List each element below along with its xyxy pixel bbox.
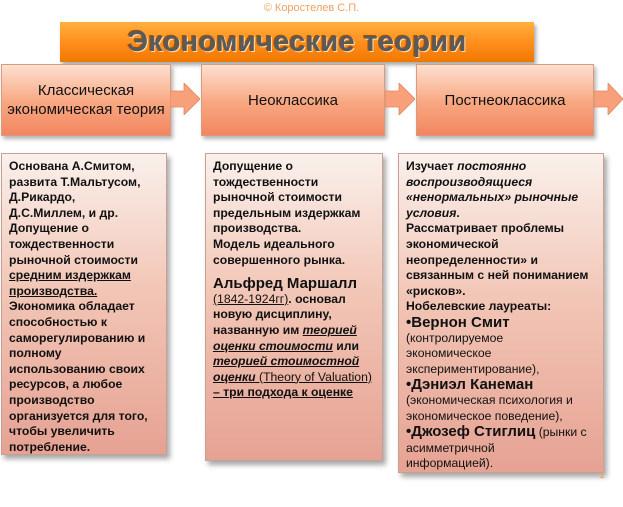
text-span: Изучает (406, 159, 458, 173)
text-span: условия (406, 205, 457, 220)
text-span: теорией (302, 322, 357, 337)
text-line: производства. (213, 221, 302, 236)
text-line: способностью к (9, 314, 107, 329)
text-line: ресурсов, а любое (9, 377, 123, 392)
header-neoclassic-label: Неоклассика (248, 91, 338, 109)
marshall-years: (1842-1924гг) (213, 291, 289, 306)
header-classic-label: Классическая экономическая теория (7, 82, 165, 118)
text-line: потребление. (9, 439, 91, 454)
text-span: . основал (288, 291, 346, 306)
postneoclassic-description (398, 153, 604, 473)
text-line: саморегулированию и (9, 330, 146, 345)
arrow-right-icon (594, 83, 623, 115)
text-line: совершенного рынка. (213, 252, 346, 267)
laureate-name: •Вернон Смит (406, 313, 510, 331)
text-line: средним издержкам (9, 268, 131, 283)
text-span: названную им (213, 322, 303, 337)
text-line: Основана А.Смитом, (9, 159, 135, 173)
header-classic (1, 64, 171, 136)
neoclassic-description (205, 153, 383, 461)
text-line: использованию своих (9, 361, 145, 376)
text-line: теорией стоимостной (213, 354, 360, 369)
text-line: связанным с ней пониманием (406, 268, 589, 283)
header-neoclassic (201, 64, 385, 136)
text-line: экономическое (406, 346, 492, 361)
copyright: © Коростелев С.П. (263, 2, 360, 14)
page-number: 1 (598, 469, 605, 481)
text-line: Экономика обладает (9, 299, 135, 314)
text-line: (экономическая психология и (406, 392, 573, 407)
text-line: Д.С.Миллем, и др. (9, 205, 119, 220)
text-line: производство (9, 392, 95, 407)
text-span: или (332, 338, 359, 353)
text-line: «ненормальных» рыночные (406, 190, 579, 205)
title-bar (60, 22, 534, 62)
text-line: организуется для того, (9, 408, 148, 423)
text-line: новую дисциплину, (213, 307, 332, 322)
page-title: Экономические теории (127, 25, 467, 58)
text-line: «рисков». (406, 283, 466, 298)
text-line: – три подхода к оценке (213, 385, 353, 400)
text-line: экономической (406, 236, 499, 251)
text-line: рыночной стоимости (9, 252, 139, 267)
header-postneoclassic-label: Постнеоклассика (444, 91, 566, 109)
text-line: предельным издержкам (213, 205, 361, 220)
text-line: тождественности (213, 174, 319, 189)
text-line: Рассматривает проблемы (406, 221, 565, 236)
laureate-name: •Джозеф Стиглиц (406, 423, 536, 441)
arrow-right-icon (170, 83, 200, 115)
laureate-name: •Дэниэл Канеман (406, 376, 534, 394)
text-span: (рынки с (535, 425, 587, 440)
text-line: экономическое поведение), (406, 408, 563, 423)
text-span: оценки (213, 369, 256, 384)
arrow-right-icon (385, 83, 415, 115)
text-line: Нобелевские лауреаты: (406, 299, 552, 314)
text-line: воспроизводящиеся (406, 174, 533, 189)
text-line: Допущение о (9, 221, 89, 236)
text-line: чтобы увеличить (9, 424, 115, 439)
marshall-name: Альфред Маршалл (213, 275, 357, 293)
text-span: оценки стоимости (213, 338, 333, 353)
header-postneoclassic (416, 64, 594, 136)
text-line: асимметричной (406, 440, 495, 455)
text-line: экспериментирование), (406, 361, 540, 376)
text-line: рыночной стоимости (213, 190, 343, 205)
text-line: производства. (9, 283, 98, 298)
text-line: (контролируемое (406, 330, 504, 345)
text-line: Модель идеального (213, 236, 335, 251)
text-line: Допущение о (213, 159, 293, 173)
classic-description (1, 153, 167, 455)
text-line: полному (9, 346, 62, 361)
text-span: постоянно (457, 159, 527, 173)
text-line: информацией). (406, 456, 494, 471)
text-line: тождественности (9, 236, 115, 251)
text-span: . (456, 205, 460, 220)
text-line: неопределенности» и (406, 252, 538, 267)
text-line: Д.Рикардо, (9, 190, 76, 205)
text-span: (Theory of Valuation) (255, 369, 372, 384)
text-line: развита Т.Мальтусом, (9, 174, 141, 189)
